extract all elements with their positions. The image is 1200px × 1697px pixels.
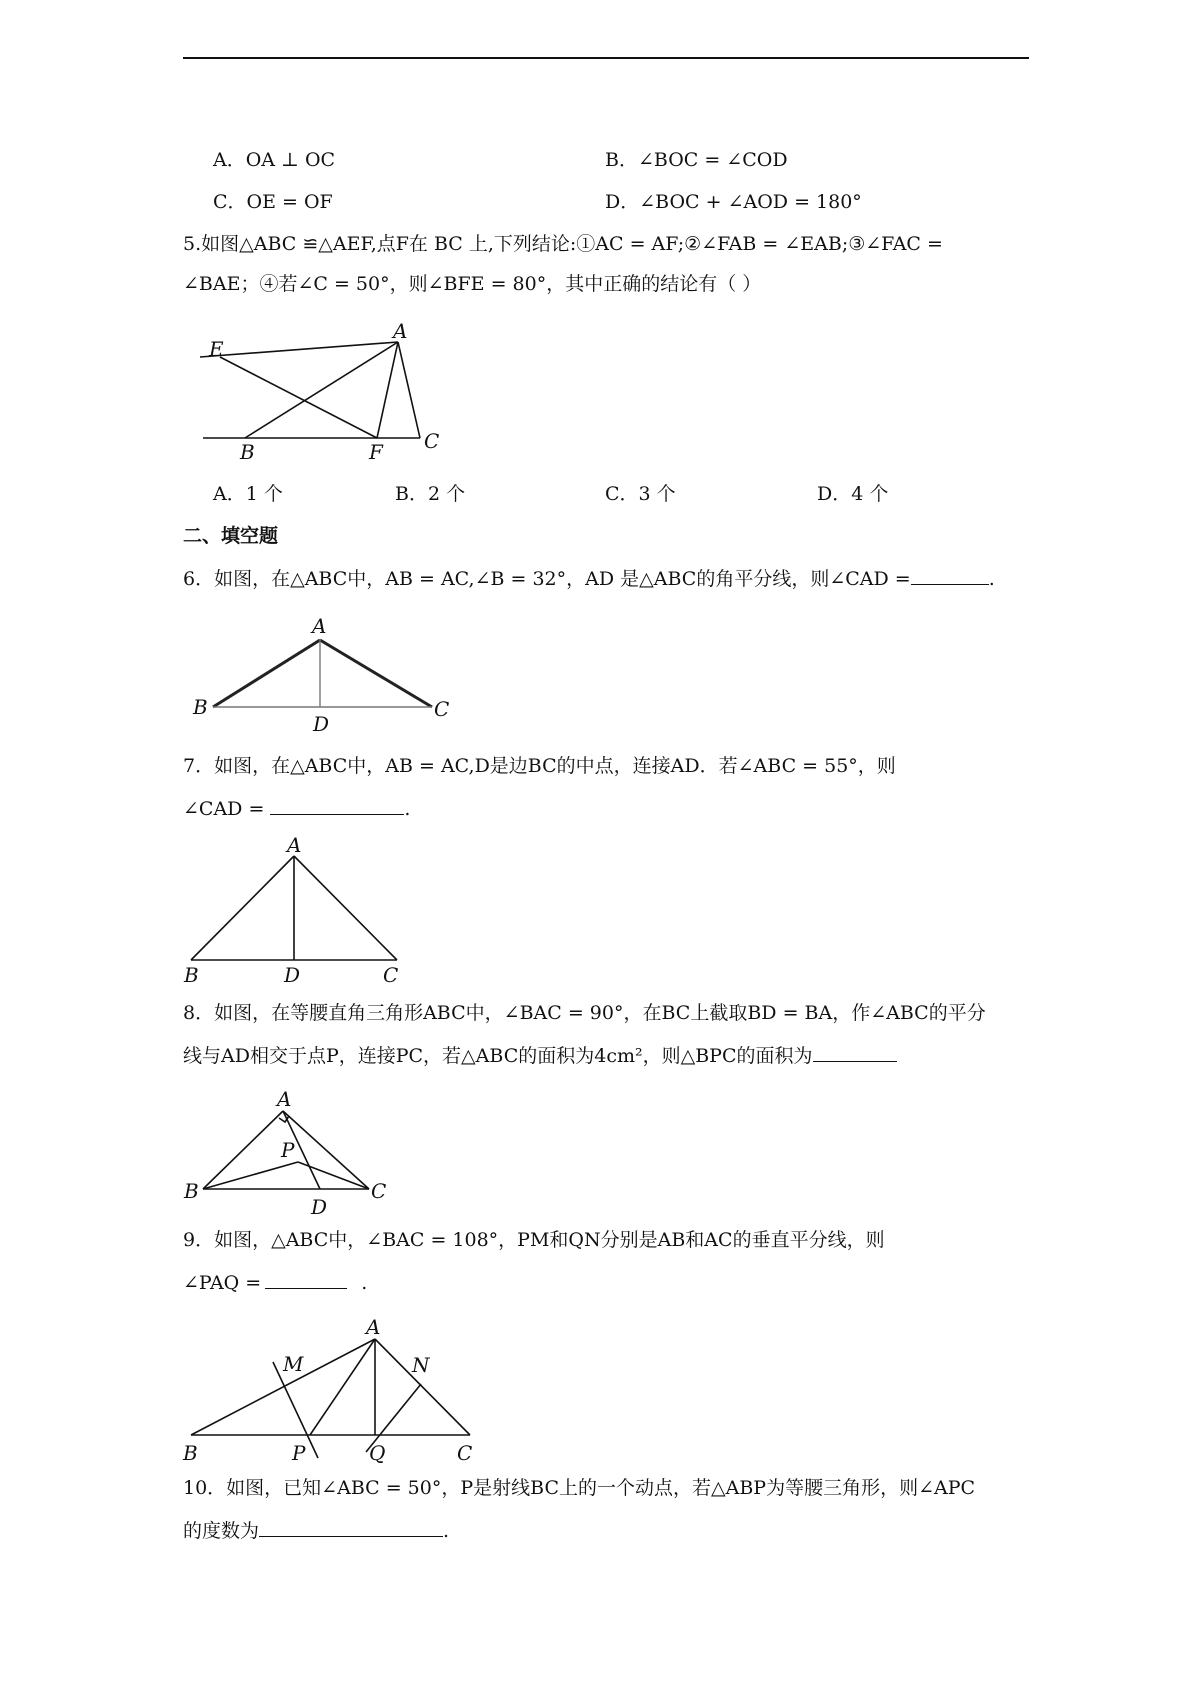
q4-option-b: B．∠BOC = ∠COD <box>605 149 788 171</box>
q7-line-2-wrap <box>183 796 410 821</box>
q8-line-2-wrap <box>183 1043 897 1068</box>
q5-label-b: B <box>240 440 255 464</box>
q6-text: 6．如图，在△ABC中，AB = AC,∠B = 32°，AD 是△ABC的角平分线，则∠CAD = <box>183 568 911 590</box>
q10-line-2-wrap <box>183 1518 449 1543</box>
q7-label-c: C <box>383 963 399 987</box>
q5-line-ac <box>398 342 420 438</box>
q6-label-d: D <box>313 712 330 736</box>
q6-line-ab <box>213 640 320 707</box>
q6-line <box>183 566 995 591</box>
q8-answer-blank[interactable] <box>813 1043 897 1062</box>
q9-line-ap <box>310 1339 375 1435</box>
q7-label-b: B <box>184 963 199 987</box>
q9-label-a: A <box>366 1315 381 1339</box>
q9-line-1: 9．如图，△ABC中，∠BAC = 108°，PM和QN分别是AB和AC的垂直平分线，则 <box>183 1229 885 1251</box>
q6-label-a: A <box>312 614 327 638</box>
q7-label-d: D <box>284 963 301 987</box>
q9-label-b: B <box>183 1441 198 1465</box>
q9-label-p: P <box>292 1441 306 1465</box>
q10-line-1: 10．如图，已知∠ABC = 50°，P是射线BC上的一个动点，若△ABP为等腰三角形，则∠APC <box>183 1477 976 1499</box>
q4-option-a: A．OA ⊥ OC <box>213 149 336 171</box>
q8-label-a: A <box>277 1087 292 1111</box>
q5-line-2: ∠BAE；④若∠C = 50°，则∠BFE = 80°，其中正确的结论有（ ） <box>183 273 762 295</box>
q5-option-d: D．4 个 <box>817 483 889 505</box>
q8-label-b: B <box>184 1179 199 1203</box>
section-heading-fill-in: 二、填空题 <box>183 525 279 547</box>
q7-line-2: ∠CAD = <box>183 798 265 820</box>
q6-answer-blank[interactable] <box>911 566 989 585</box>
q5-label-e: E <box>209 337 224 361</box>
q5-line-1: 5.如图△ABC ≌△AEF,点F在 BC 上,下列结论:①AC = AF;②∠FAB = ∠EAB;③∠FAC = <box>183 233 943 255</box>
q5-option-c: C．3 个 <box>605 483 676 505</box>
q10-answer-blank[interactable] <box>259 1518 443 1537</box>
q7-end: . <box>404 798 411 820</box>
q10-end: . <box>443 1520 450 1542</box>
q8-line-ac <box>283 1111 369 1189</box>
q5-line-ea <box>200 342 398 357</box>
q7-line-ab <box>191 856 294 960</box>
q8-label-d: D <box>311 1195 328 1219</box>
q4-option-d: D．∠BOC + ∠AOD = 180° <box>605 191 862 213</box>
q7-answer-blank[interactable] <box>270 796 404 815</box>
q8-label-p: P <box>281 1138 295 1162</box>
q6-label-b: B <box>193 695 208 719</box>
q9-line-2-wrap <box>183 1270 367 1295</box>
q5-label-c: C <box>424 429 440 453</box>
q8-label-c: C <box>371 1179 387 1203</box>
q7-label-a: A <box>287 833 302 857</box>
q9-label-c: C <box>457 1441 473 1465</box>
q6-line-ac <box>320 640 432 707</box>
q6-label-c: C <box>434 697 450 721</box>
q7-line-ac <box>294 856 397 960</box>
q5-line-ba <box>245 342 398 438</box>
q6-end: . <box>988 568 995 590</box>
q5-line-af <box>377 342 398 438</box>
q9-answer-blank[interactable] <box>265 1270 347 1289</box>
q5-option-b: B．2 个 <box>395 483 466 505</box>
q5-label-f: F <box>369 440 383 464</box>
q8-line-1: 8．如图，在等腰直角三角形ABC中，∠BAC = 90°，在BC上截取BD = BA，作∠ABC的平分 <box>183 1002 986 1024</box>
q9-label-n: N <box>412 1353 430 1377</box>
q10-line-2: 的度数为 <box>183 1520 260 1542</box>
q5-option-a: A．1 个 <box>213 483 283 505</box>
q9-label-q: Q <box>369 1441 386 1465</box>
q7-line-1: 7．如图，在△ABC中，AB = AC,D是边BC的中点，连接AD．若∠ABC = 55°，则 <box>183 755 896 777</box>
q9-label-m: M <box>283 1352 304 1376</box>
q4-option-c: C．OE = OF <box>213 191 333 213</box>
q5-label-a: A <box>393 319 408 343</box>
q9-line-2: ∠PAQ = <box>183 1272 262 1294</box>
q8-line-2: 线与AD相交于点P，连接PC，若△ABC的面积为4cm²，则△BPC的面积为 <box>183 1045 813 1067</box>
q9-end: . <box>361 1272 368 1294</box>
